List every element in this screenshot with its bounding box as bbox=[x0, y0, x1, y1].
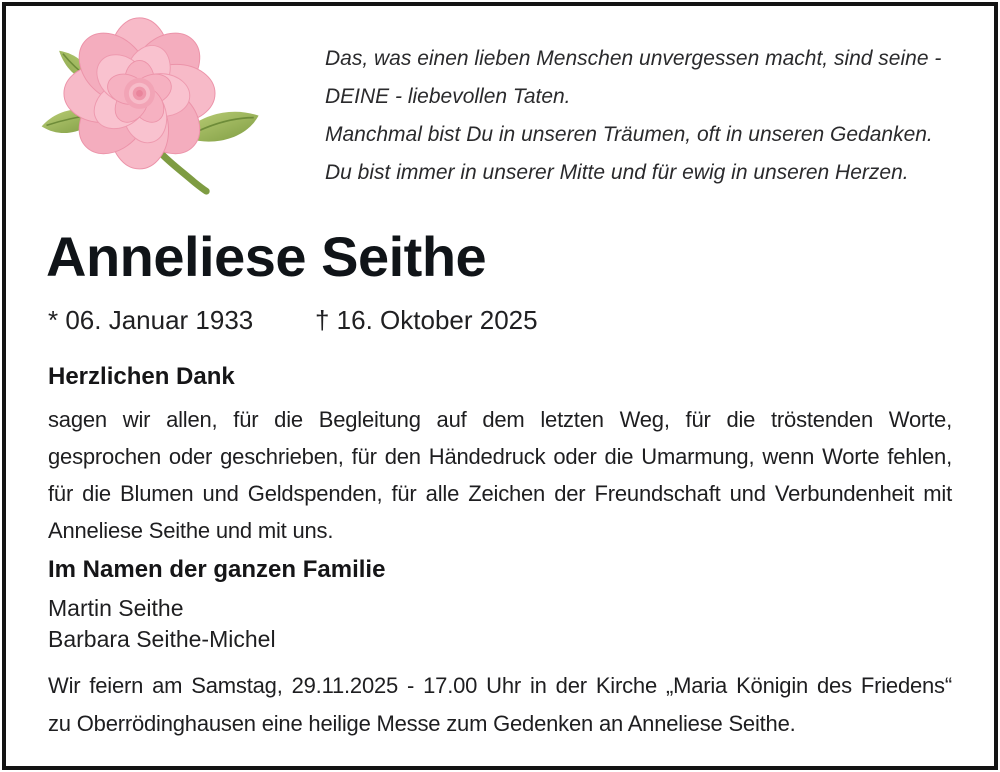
pink-rose-icon bbox=[36, 14, 272, 198]
thanks-text-line: sagen wir allen, für die Begleitung auf dem letzten Weg, für die tröstenden Worte, bbox=[48, 407, 952, 432]
family-member-name: Martin Seithe bbox=[48, 595, 184, 621]
thanks-text-line: für die Blumen und Geldspenden, für alle Zeichen der Freundschaft und Verbundenheit mit bbox=[48, 481, 952, 506]
service-announcement-line: Wir feiern am Samstag, 29.11.2025 - 17.00 Uhr in der Kirche „Maria Königin des Friedens“ bbox=[48, 673, 952, 698]
family-members bbox=[48, 593, 276, 655]
deceased-name: Anneliese Seithe bbox=[46, 225, 487, 288]
service-announcement bbox=[48, 667, 952, 743]
thanks-text-line: gesprochen oder geschrieben, für den Händedruck oder die Umarmung, wenn Worte fehlen, bbox=[48, 444, 952, 469]
verse-line: Du bist immer in unserer Mitte und für ewig in unseren Herzen. bbox=[325, 161, 909, 184]
thanks-text bbox=[48, 401, 952, 549]
family-heading: Im Namen der ganzen Familie bbox=[48, 556, 386, 583]
thanks-heading: Herzlichen Dank bbox=[48, 363, 235, 390]
family-member-name: Barbara Seithe-Michel bbox=[48, 626, 276, 652]
verse-line: DEINE - liebevollen Taten. bbox=[325, 85, 571, 108]
rose-bloom bbox=[64, 18, 215, 169]
memorial-verse bbox=[325, 40, 957, 192]
service-announcement-line: zu Oberrödinghausen eine heilige Messe zum Gedenken an Anneliese Seithe. bbox=[48, 711, 796, 736]
verse-line: Das, was einen lieben Menschen unvergessen macht, sind seine - bbox=[325, 47, 942, 70]
birth-date: * 06. Januar 1933 bbox=[48, 305, 254, 335]
life-dates bbox=[48, 305, 688, 336]
verse-line: Manchmal bist Du in unseren Träumen, oft in unseren Gedanken. bbox=[325, 123, 933, 146]
death-date: † 16. Oktober 2025 bbox=[315, 305, 538, 335]
thanks-text-line: Anneliese Seithe und mit uns. bbox=[48, 518, 334, 543]
